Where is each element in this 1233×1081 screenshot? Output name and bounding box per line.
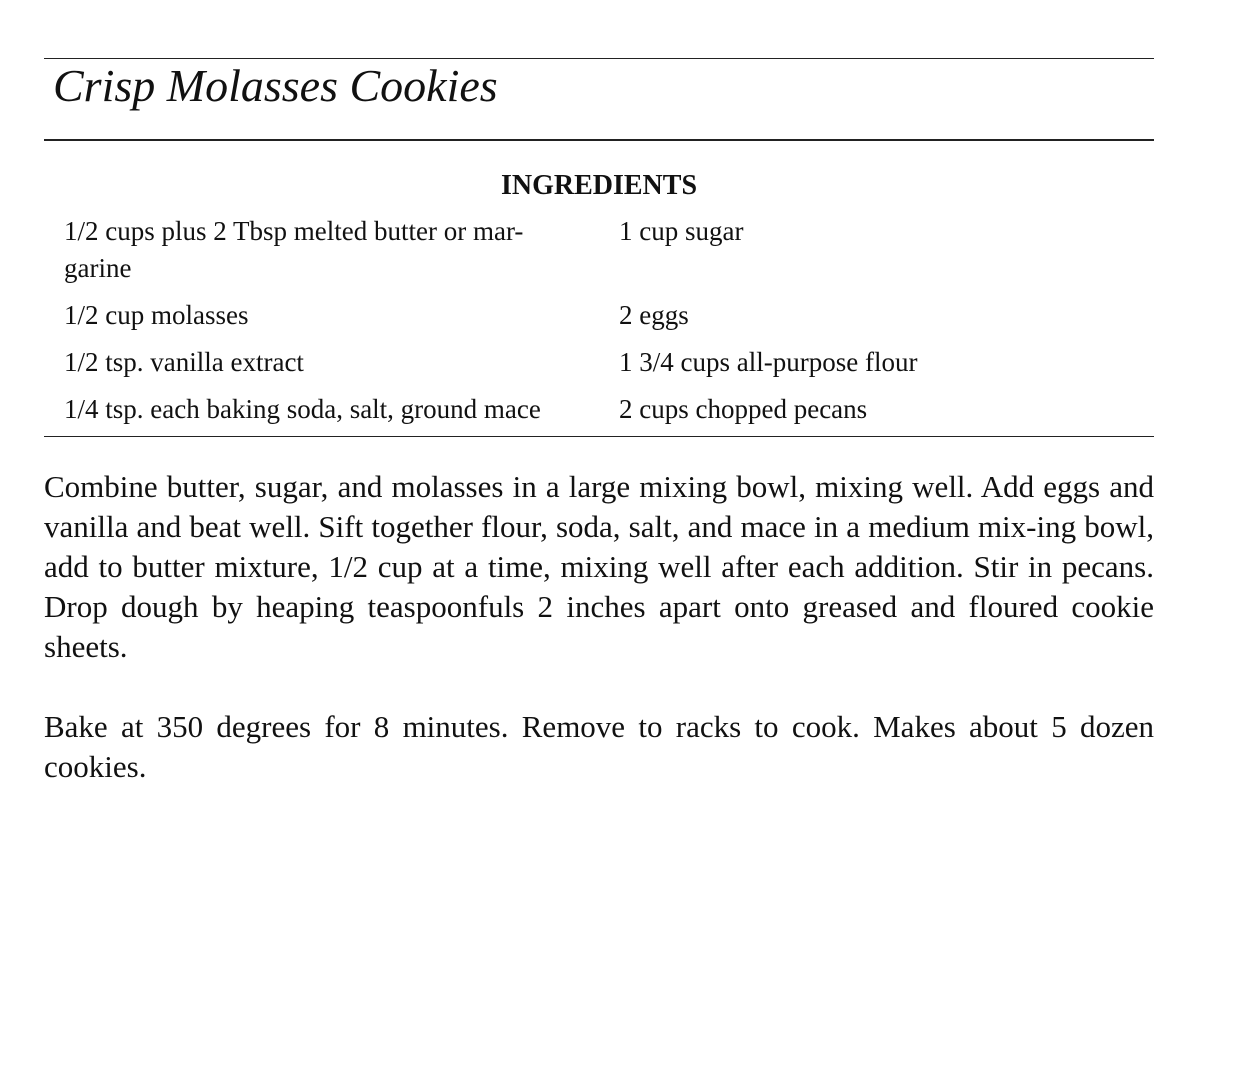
title-divider (44, 139, 1154, 141)
ingredient-item: 1/2 cups plus 2 Tbsp melted butter or mar-garine (64, 216, 524, 283)
ingredient-item: 1 cup sugar (619, 216, 744, 246)
top-divider (44, 58, 1154, 59)
ingredient-item: 2 eggs (619, 300, 689, 330)
ingredient-item: 1/2 cup molasses (64, 300, 249, 330)
directions (44, 467, 1154, 787)
ingredients-heading: INGREDIENTS (500, 170, 698, 201)
ingredients-table (44, 213, 1154, 428)
ingredient-item: 1/2 tsp. vanilla extract (64, 347, 304, 377)
directions-paragraph: Bake at 350 degrees for 8 minutes. Remove to racks to cook. Makes about 5 dozen cookies. (44, 709, 1154, 784)
recipe-page (44, 58, 1154, 827)
directions-paragraph: Combine butter, sugar, and molasses in a large mixing bowl, mixing well. Add eggs and vanilla and beat well. Sift together flour, soda, salt, and mace in a medium mix-ing bowl, add to butter mixture, 1/2 cup at a time, mixing well after each addition. Stir in pecans. Drop dough by heaping teaspoonfuls 2 inches apart onto greased and floured cookie sheets. (44, 469, 1154, 664)
ingredient-item: 1 3/4 cups all-purpose flour (619, 347, 918, 377)
recipe-title: Crisp Molasses Cookies (53, 60, 498, 111)
ingredient-item: 2 cups chopped pecans (619, 394, 868, 424)
ingredient-item: 1/4 tsp. each baking soda, salt, ground mace (64, 394, 541, 424)
ingredients-divider (44, 436, 1154, 437)
